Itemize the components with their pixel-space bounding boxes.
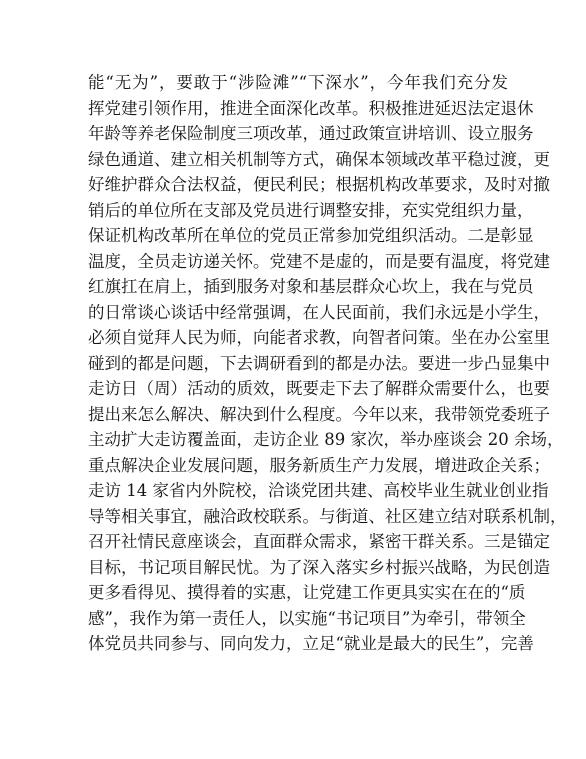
text-line: 温度，全员走访递关怀。党建不是虚的，而是要有温度，将党建: [88, 251, 550, 271]
text-line: 挥党建引领作用，推进全面深化改革。积极推进延迟法定退休: [88, 98, 534, 118]
text-line: 年龄等养老保险制度三项改革，通过政策宣讲培训、设立服务: [88, 124, 534, 143]
text-line: 能“无为”，要敢于“涉险滩”“下深水”，今年我们充分发: [88, 73, 508, 92]
text-line: 走访日（周）活动的质效，既要走下去了解群众需要什么，也要: [88, 379, 550, 398]
text-line: 绿色通道、建立相关机制等方式，确保本领域改革平稳过渡，更: [88, 149, 550, 169]
text-line: 提出来怎么解决、解决到什么程度。今年以来，我带领党委班子: [88, 404, 550, 424]
text-line: 红旗扛在肩上，插到服务对象和基层群众心坎上，我在与党员: [88, 277, 534, 296]
text-line: 导等相关事宜，融洽政校联系。与街道、社区建立结对联系机制，: [88, 506, 567, 526]
text-line: 召开社情民意座谈会，直面群众需求，紧密干群关系。三是锚定: [88, 532, 550, 551]
text-line: 销后的单位所在支部及党员进行调整安排，充实党组织力量，: [88, 200, 534, 220]
text-line: 更多看得见、摸得着的实惠，让党建工作更具实实在在的“质: [88, 583, 526, 602]
text-line: 走访 14 家省内外院校，洽谈党团共建、高校毕业生就业创业指: [88, 481, 549, 500]
text-line: 体党员共同参与、同向发力，立足“就业是最大的民生”，完善: [88, 634, 534, 653]
text-line: 感”，我作为第一责任人，以实施“书记项目”为牵引，带领全: [88, 608, 526, 628]
text-line: 目标，书记项目解民忧。为了深入落实乡村振兴战略，为民创造: [88, 557, 550, 577]
text-line: 好维护群众合法权益，便民利民；根据机构改革要求，及时对撤: [88, 175, 550, 194]
text-line: 必须自觉拜人民为师，向能者求教，向智者问策。坐在办公室里: [88, 328, 550, 347]
text-line: 的日常谈心谈话中经常强调，在人民面前，我们永远是小学生，: [88, 302, 550, 322]
body-text: [88, 70, 567, 657]
text-line: 保证机构改革所在单位的党员正常参加党组织活动。二是彰显: [88, 226, 534, 245]
text-line: 重点解决企业发展问题，服务新质生产力发展，增进政企关系；: [88, 455, 550, 475]
text-line: 主动扩大走访覆盖面，走访企业 89 家次，举办座谈会 20 余场，: [88, 430, 564, 449]
text-line: 碰到的都是问题，下去调研看到的都是办法。要进一步凸显集中: [88, 353, 550, 373]
